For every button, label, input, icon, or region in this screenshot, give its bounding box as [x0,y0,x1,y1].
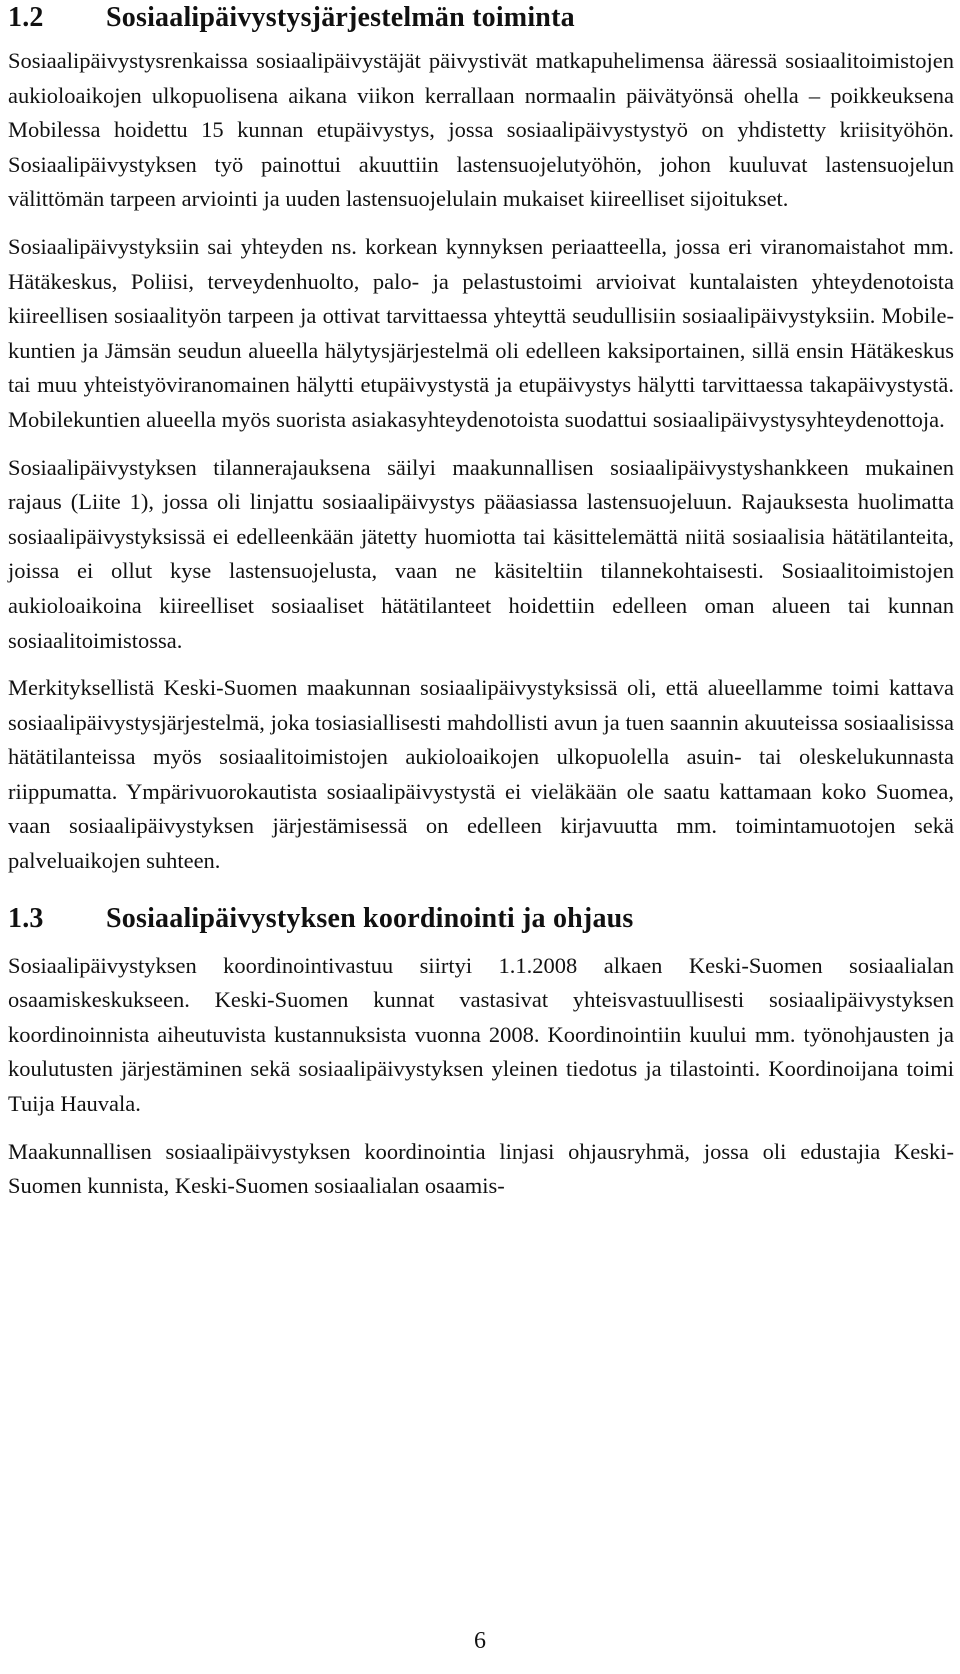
paragraph: Sosiaalipäivystyksen koordinointivastuu siirtyi 1.1.2008 alkaen Keski-Suomen sosiaalialan osaamiskeskukseen. Keski-Suomen kunnat vastasivat yhteisvastuullisesti sosiaalipäivystyksen koordinoinnista aiheutuvista kustannuksista vuonna 2008. Koordinointiin kuului mm. työnohjausten ja koulutusten järjestäminen sekä sosiaalipäivystyksen yleinen tiedotus ja tilastointi. Koordinoijana toimi Tuija Hauvala. [8,952,954,1117]
section-heading-1-3 [8,901,954,937]
paragraph: Sosiaalipäivystysrenkaissa sosiaalipäivystäjät päivystivät matkapuhelimensa ääressä sosiaalitoimistojen aukioloaikojen ulkopuolisena aikana viikon kerrallaan normaalin päivätyönsä ohella – poikkeuksena Mobilessa hoidettu 15 kunnan etupäivystys, jossa sosiaalipäivystystyö on yhdistetty kriisityöhön. Sosiaalipäivystyksen työ painottui akuuttiin lastensuojelutyöhön, johon kuuluvat lastensuojelun välittömän tarpeen arviointi ja uuden lastensuojelulain mukaiset kiireelliset sijoitukset. [8,48,954,212]
section-number: 1.3 [8,902,44,934]
section-title: Sosiaalipäivystysjärjestelmän toiminta [106,2,575,33]
section-number: 1.2 [8,2,44,33]
paragraph: Merkityksellistä Keski-Suomen maakunnan sosiaalipäivystyksissä oli, että alueellamme toimi kattava sosiaalipäivystysjärjestelmä, joka tosiasiallisesti mahdollisti avun ja tuen saannin akuuteissa sosiaalisissa hätätilanteissa myös sosiaalitoimistojen aukioloaikojen ulkopuolella asuin- tai oleskelukunnasta riippumatta. Ympärivuorokautista sosiaalipäivystystä ei vieläkään ole saatu kattamaan koko Suomea, vaan sosiaalipäivystyksen järjestämisessä on edelleen kirjavuutta mm. toimintamuotojen sekä palveluaikojen suhteen. [8,675,954,874]
paragraph: Maakunnallisen sosiaalipäivystyksen koordinointia linjasi ohjausryhmä, jossa oli edustajia Keski-Suomen kunnista, Keski-Suomen sosiaalialan osaamis- [8,1138,954,1199]
section-heading-1-2 [8,0,954,36]
section-title: Sosiaalipäivystyksen koordinointi ja ohjaus [106,902,634,934]
page-number: 6 [474,1628,486,1654]
paragraph: Sosiaalipäivystyksen tilannerajauksena säilyi maakunnallisen sosiaalipäivystyshankkeen mukainen rajaus (Liite 1), jossa oli linjattu sosiaalipäivystys pääasiassa lastensuojeluun. Rajauksesta huolimatta sosiaalipäivystyksissä ei edelleenkään jätetty huomiotta tai käsittelemättä niitä sosiaalisia hätätilanteita, joissa ei ollut kyse lastensuojelusta, vaan ne käsiteltiin tilannekohtaisesti. Sosiaalitoimistojen aukioloaikoina kiireelliset sosiaaliset hätätilanteet hoidettiin edelleen oman alueen tai kunnan sosiaalitoimistossa. [8,454,954,653]
paragraph: Sosiaalipäivystyksiin sai yhteyden ns. korkean kynnyksen periaatteella, jossa eri viranomaistahot mm. Hätäkeskus, Poliisi, terveydenhuolto, palo- ja pelastustoimi arvioivat kuntalaisten yhteydenotoista kiireellisen sosiaalityön tarpeen ja ottivat tarvittaessa yhteyttä seudullisiin sosiaalipäivystyksiin. Mobile-kuntien ja Jämsän seudun alueella hälytysjärjestelmä oli edelleen kaksiportainen, sillä ensin Hätäkeskus tai muu yhteistyöviranomainen hälytti etupäivystystä ja etupäivystys hälytti tarvittaessa takapäivystystä. Mobilekuntien alueella myös suorista asiakasyhteydenotoista suodattui sosiaalipäivystysyhteydenottoja. [8,233,954,432]
